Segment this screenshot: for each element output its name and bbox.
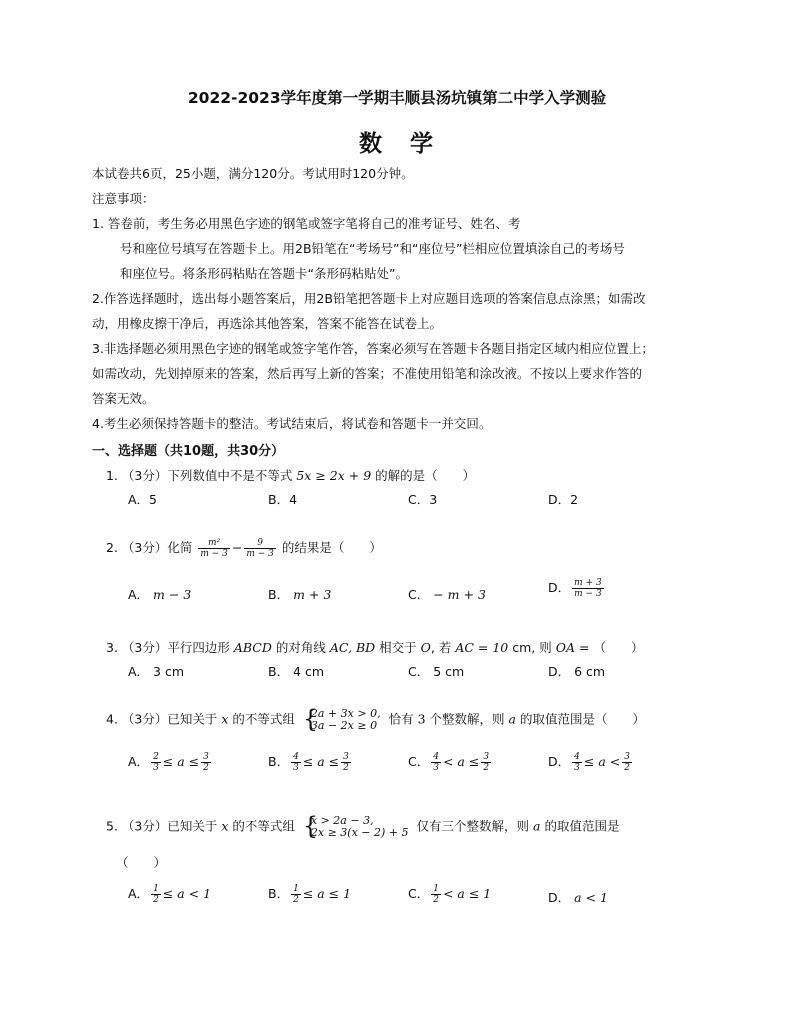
question-4-stem (106, 705, 645, 733)
q5-mid: 的不等式组 (232, 818, 295, 834)
subject-char-2: 学 (410, 131, 435, 157)
q3-prefix: 3. （3分）平行四边形 (106, 640, 230, 655)
q4-mid: 的不等式组 (232, 711, 295, 727)
q4-inequality-system (302, 705, 381, 733)
notes-title: 注意事项： (92, 191, 155, 206)
q3-point: O (420, 640, 431, 655)
q5-suffix-1: 仅有三个整数解，则 (416, 818, 530, 834)
q4-suffix-3: 的取值范围是（ ） (519, 711, 645, 727)
q4-a-num-1: 2 (153, 752, 159, 762)
q4-a-label: A． (128, 754, 150, 769)
q2-minus: − (231, 540, 243, 555)
q5-c-den: 2 (433, 895, 439, 905)
q3-mid-1: 的对角线 (275, 640, 326, 655)
q5-variable: x (221, 818, 229, 834)
q5-c-num: 1 (433, 884, 439, 894)
q4-option-d (548, 752, 634, 773)
q5-suffix-2: 的取值范围是 (544, 818, 620, 834)
q4-d-den-1: 3 (574, 763, 580, 773)
note-1-line-1: 1. 答卷前，考生务必用黑色字迹的钢笔或签字笔将自己的准考证号、姓名、考 (92, 216, 521, 231)
q4-d-label: D． (548, 754, 571, 769)
q5-d-label: D． (548, 890, 571, 905)
brace-icon: { (302, 812, 319, 840)
q4-b-den-1: 3 (293, 763, 299, 773)
q2-c-label: C． (408, 587, 430, 602)
q5-b-label: B． (268, 886, 290, 901)
q4-d-num-2: 3 (624, 752, 630, 762)
q4-option-a (128, 752, 213, 773)
q2-a-expr: m − 3 (153, 587, 192, 602)
q4-b-den-2: 2 (343, 763, 349, 773)
q3-shape: ABCD (233, 640, 272, 655)
q3-mid-2: 相交于 (379, 640, 417, 655)
q4-b-frac-1 (291, 752, 301, 773)
q2-d-denominator: m − 3 (574, 589, 602, 599)
q4-c-frac-2 (481, 752, 491, 773)
q4-param: a (508, 711, 516, 727)
q5-c-frac (431, 884, 441, 905)
q1-option-c: C．3 (408, 492, 438, 507)
q2-f1-numerator: m² (198, 538, 230, 549)
q2-option-b (268, 585, 331, 603)
question-5-stem (106, 812, 620, 840)
q3-mid-3: , 若 (430, 640, 452, 655)
q5-option-b (268, 884, 351, 905)
q2-f1-denominator: m − 3 (200, 549, 228, 559)
q3-option-a: A． 3 cm (128, 664, 184, 679)
q5-b-frac (291, 884, 301, 905)
q5-param: a (533, 818, 541, 834)
q4-option-b (268, 752, 353, 773)
note-4: 4.考生必须保持答题卡的整洁。考试结束后，将试卷和答题卡一并交回。 (92, 416, 492, 431)
q5-paren: （ ） (116, 855, 167, 870)
subject-char-1: 数 (359, 131, 384, 157)
subject-title (0, 125, 794, 158)
q4-b-frac-2 (341, 752, 351, 773)
q1-inequality: 5x ≥ 2x + 9 (296, 468, 372, 483)
q3-paren: （ ） (593, 640, 644, 655)
q1-option-d: D．2 (548, 492, 579, 507)
q2-c-expr: − m + 3 (433, 587, 486, 602)
q4-c-label: C． (408, 754, 430, 769)
q2-d-numerator: m + 3 (574, 578, 602, 588)
q3-option-c: C． 5 cm (408, 664, 465, 679)
q5-a-num: 1 (153, 884, 159, 894)
note-3-line-1: 3.非选择题必须用黑色字迹的钢笔或签字笔作答，答案必须写在答题卡各题目指定区域内相应位置上； (92, 341, 654, 356)
q4-c-num-1: 4 (433, 752, 439, 762)
q3-unit: cm, 则 (512, 640, 552, 655)
q2-b-expr: m + 3 (293, 587, 332, 602)
exam-title: 2022-2023学年度第一学期丰顺县汤坑镇第二中学入学测验 (187, 89, 607, 107)
note-2-line-2: 动，用橡皮擦干净后，再选涂其他答案，答案不能答在试卷上。 (92, 316, 443, 331)
note-3-line-3: 答案无效。 (92, 391, 155, 406)
q2-a-label: A． (128, 587, 150, 602)
q5-a-rest: ≤ a < 1 (162, 886, 212, 901)
q4-option-c (408, 752, 493, 773)
q4-b-num-2: 3 (343, 752, 349, 762)
q4-a-frac-2 (201, 752, 211, 773)
q4-d-mid: ≤ a < (583, 754, 621, 769)
question-2-stem (106, 538, 382, 559)
q2-d-label: D． (548, 580, 571, 595)
q5-option-a (128, 884, 211, 905)
q4-c-frac-1 (431, 752, 441, 773)
q4-prefix: 4. （3分）已知关于 (106, 711, 218, 727)
q5-prefix: 5. （3分）已知关于 (106, 818, 218, 834)
q5-b-num: 1 (293, 884, 299, 894)
q4-a-mid: ≤ a ≤ (162, 754, 200, 769)
q5-system-row-2: 2x ≥ 3(x − 2) + 5 (310, 826, 409, 839)
q2-fraction-1 (198, 538, 230, 559)
note-1-line-3: 和座位号。将条形码粘贴在答题卡“条形码粘贴处”。 (120, 266, 408, 281)
q4-suffix-1: 恰有 (388, 711, 414, 727)
q2-fraction-2 (244, 538, 276, 559)
q5-a-label: A． (128, 886, 150, 901)
q1-prefix: 1. （3分）下列数值中不是不等式 (106, 468, 293, 483)
q2-f2-denominator: m − 3 (246, 549, 274, 559)
q4-d-den-2: 2 (624, 763, 630, 773)
question-3-stem (106, 638, 643, 656)
q2-option-a (128, 585, 191, 603)
q3-diagonals: AC, BD (329, 640, 376, 655)
q2-b-label: B． (268, 587, 290, 602)
section-heading: 一、选择题（共10题，共30分） (92, 444, 285, 459)
q5-b-den: 2 (293, 895, 299, 905)
q4-system-row-1: 2a + 3x > 0, (310, 707, 381, 720)
q4-a-den-2: 2 (203, 763, 209, 773)
note-3-line-2: 如需改动，先划掉原来的答案，然后再写上新的答案；不准使用铅笔和涂改液。不按以上要求作答的 (92, 366, 643, 381)
q4-c-num-2: 3 (483, 752, 490, 762)
q5-system-row-1: x > 2a − 3, (310, 814, 374, 827)
q5-b-rest: ≤ a ≤ 1 (302, 886, 352, 901)
question-1-stem (106, 466, 475, 484)
q4-b-num-1: 4 (293, 752, 299, 762)
q3-given: AC = 10 (455, 640, 509, 655)
q2-prefix: 2. （3分）化简 (106, 540, 193, 555)
q5-c-label: C． (408, 886, 430, 901)
brace-icon: { (302, 705, 319, 733)
q2-option-d (548, 578, 606, 599)
q3-option-b: B． 4 cm (268, 664, 325, 679)
q3-option-d: D． 6 cm (548, 664, 606, 679)
exam-info: 本试卷共6页，25小题，满分120分。考试用时120分钟。 (92, 166, 414, 181)
q4-variable: x (221, 711, 229, 727)
q5-d-expr: a < 1 (574, 890, 608, 905)
q4-c-den-2: 2 (483, 763, 490, 773)
q4-a-frac-1 (151, 752, 161, 773)
q1-suffix: 的解的是（ ） (375, 468, 476, 483)
q4-b-mid: ≤ a ≤ (302, 754, 340, 769)
q4-suffix-2: 个整数解，则 (429, 711, 505, 727)
q4-d-frac-1 (572, 752, 582, 773)
q4-d-num-1: 4 (574, 752, 580, 762)
q4-d-frac-2 (622, 752, 632, 773)
q2-option-c (408, 585, 486, 603)
q1-option-b: B．4 (268, 492, 298, 507)
q4-a-den-1: 3 (153, 763, 159, 773)
q5-a-den: 2 (153, 895, 159, 905)
q4-count: 3 (417, 711, 426, 727)
q2-f2-numerator: 9 (244, 538, 276, 549)
q1-option-a: A．5 (128, 492, 158, 507)
q5-a-frac (151, 884, 161, 905)
q4-a-num-2: 3 (203, 752, 209, 762)
q4-system-row-2: 3a − 2x ≥ 0 (310, 719, 378, 732)
q5-option-c (408, 884, 491, 905)
q4-c-mid: < a ≤ (442, 754, 480, 769)
q3-ask: OA = (555, 640, 590, 655)
q5-c-rest: < a ≤ 1 (442, 886, 492, 901)
q4-b-label: B． (268, 754, 290, 769)
q2-suffix: 的结果是（ ） (281, 540, 382, 555)
q2-d-fraction (572, 578, 604, 599)
note-2-line-1: 2.作答选择题时，选出每小题答案后，用2B铅笔把答题卡上对应题目选项的答案信息点涂黑；如需改 (92, 291, 646, 306)
q4-c-den-1: 3 (433, 763, 439, 773)
q5-inequality-system (302, 812, 409, 840)
q5-option-d (548, 888, 608, 906)
note-1-line-2: 号和座位号填写在答题卡上。用2B铅笔在“考场号”和“座位号”栏相应位置填涂自己的考场号 (120, 241, 625, 256)
